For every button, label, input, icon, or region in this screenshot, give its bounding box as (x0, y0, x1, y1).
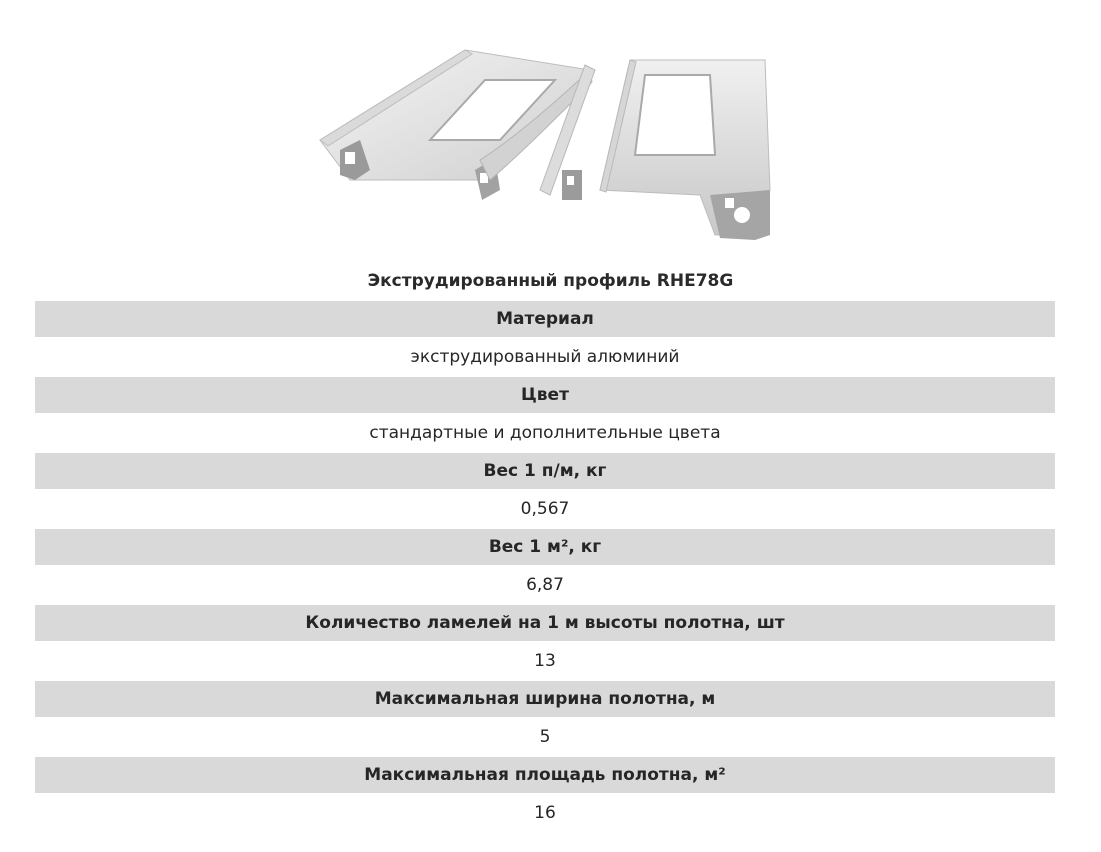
spec-value-max-area: 16 (35, 793, 1055, 833)
spec-label-color: Цвет (35, 377, 1055, 413)
spec-value-slats-per-meter: 13 (35, 641, 1055, 681)
spec-label-max-width: Максимальная ширина полотна, м (35, 681, 1055, 717)
spec-label-material: Материал (35, 301, 1055, 337)
spec-label-weight-per-square-meter: Вес 1 м², кг (35, 529, 1055, 565)
spec-value-max-width: 5 (35, 717, 1055, 757)
spec-label-weight-per-meter: Вес 1 п/м, кг (35, 453, 1055, 489)
spec-value-weight-per-meter: 0,567 (35, 489, 1055, 529)
spec-value-color: стандартные и дополнительные цвета (35, 413, 1055, 453)
spec-label-slats-per-meter: Количество ламелей на 1 м высоты полотна, шт (35, 605, 1055, 641)
product-title: Экструдированный профиль RHE78G (367, 271, 734, 291)
right-profile-part (600, 60, 770, 240)
profile-product-image (300, 40, 780, 255)
spec-table (35, 301, 1055, 833)
spec-value-material: экструдированный алюминий (35, 337, 1055, 377)
spec-label-max-area: Максимальная площадь полотна, м² (35, 757, 1055, 793)
spec-value-weight-per-square-meter: 6,87 (35, 565, 1055, 605)
